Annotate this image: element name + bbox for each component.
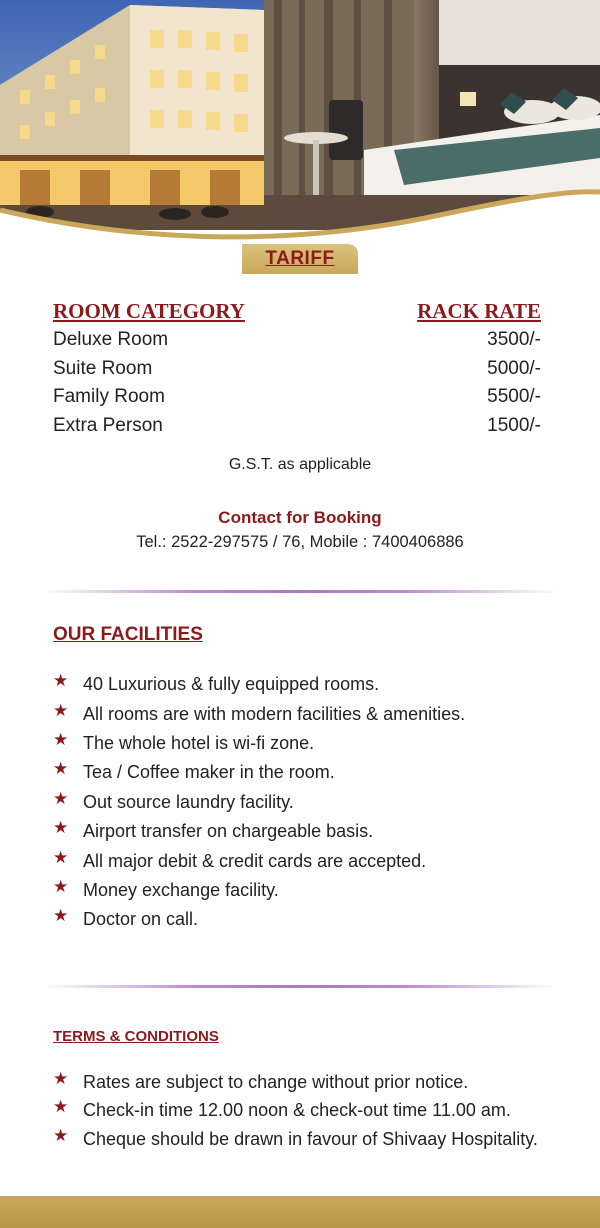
rack-rate-heading: RACK RATE (417, 298, 541, 323)
footer-bar (0, 1196, 600, 1228)
facility-text: The whole hotel is wi-fi zone. (83, 732, 315, 753)
facilities-list (53, 670, 465, 935)
contact-title: Contact for Booking (218, 508, 382, 527)
star-bullet-icon: ★ (53, 906, 69, 926)
tariff-tab (242, 244, 358, 274)
list-item (53, 876, 465, 905)
room-rate: 3500/- (487, 329, 541, 351)
list-item (53, 699, 465, 728)
hero-banner (0, 0, 600, 245)
star-bullet-icon: ★ (53, 1097, 69, 1117)
star-bullet-icon: ★ (53, 759, 69, 779)
facilities-title: OUR FACILITIES (53, 624, 203, 645)
gst-note: G.S.T. as applicable (228, 456, 372, 473)
star-bullet-icon: ★ (53, 788, 69, 808)
list-item (53, 817, 465, 846)
tariff-tab-label: TARIFF (265, 248, 335, 269)
room-rate: 5500/- (487, 386, 541, 408)
rate-row (53, 355, 541, 384)
star-bullet-icon: ★ (53, 729, 69, 749)
rate-row (53, 326, 541, 355)
list-item (53, 788, 465, 817)
list-item (53, 905, 465, 934)
star-bullet-icon: ★ (53, 700, 69, 720)
star-bullet-icon: ★ (53, 818, 69, 838)
list-item (53, 1125, 538, 1154)
facility-text: Out source laundry facility. (83, 791, 294, 812)
star-bullet-icon: ★ (53, 847, 69, 867)
star-bullet-icon: ★ (53, 1068, 69, 1088)
facility-text: Airport transfer on chargeable basis. (83, 821, 374, 842)
rate-row (53, 412, 541, 441)
rate-row (53, 383, 541, 412)
section-divider (40, 590, 560, 593)
star-bullet-icon: ★ (53, 876, 69, 896)
rate-table (53, 296, 541, 440)
star-bullet-icon: ★ (53, 671, 69, 691)
facility-text: Money exchange facility. (83, 879, 279, 900)
list-item (53, 729, 465, 758)
contact-phone-line: Tel.: 2522-297575 / 76, Mobile : 7400406886 (136, 533, 464, 551)
list-item (53, 1068, 538, 1097)
facility-text: All rooms are with modern facilities & amenities. (83, 703, 466, 724)
section-divider (40, 985, 560, 988)
list-item (53, 846, 465, 875)
list-item (53, 670, 465, 699)
room-name: Deluxe Room (53, 329, 169, 351)
list-item (53, 1097, 538, 1126)
room-category-heading: ROOM CATEGORY (53, 298, 245, 323)
rate-table-header (53, 296, 541, 326)
hero-wave-decoration (0, 150, 600, 245)
room-name: Extra Person (53, 414, 163, 436)
room-name: Family Room (53, 386, 165, 408)
room-rate: 1500/- (487, 414, 541, 436)
facility-text: Tea / Coffee maker in the room. (83, 762, 335, 783)
terms-title: TERMS & CONDITIONS (53, 1028, 219, 1045)
room-name: Suite Room (53, 357, 153, 379)
room-rate: 5000/- (487, 357, 541, 379)
term-text: Rates are subject to change without prior notice. (83, 1071, 469, 1092)
term-text: Check-in time 12.00 noon & check-out time 11.00 am. (83, 1100, 511, 1121)
facility-text: 40 Luxurious & fully equipped rooms. (83, 674, 380, 695)
term-text: Cheque should be drawn in favour of Shivaay Hospitality. (83, 1128, 538, 1149)
facility-text: Doctor on call. (83, 909, 199, 930)
star-bullet-icon: ★ (53, 1125, 69, 1145)
facility-text: All major debit & credit cards are accepted. (83, 850, 427, 871)
terms-list (53, 1068, 538, 1154)
list-item (53, 758, 465, 787)
